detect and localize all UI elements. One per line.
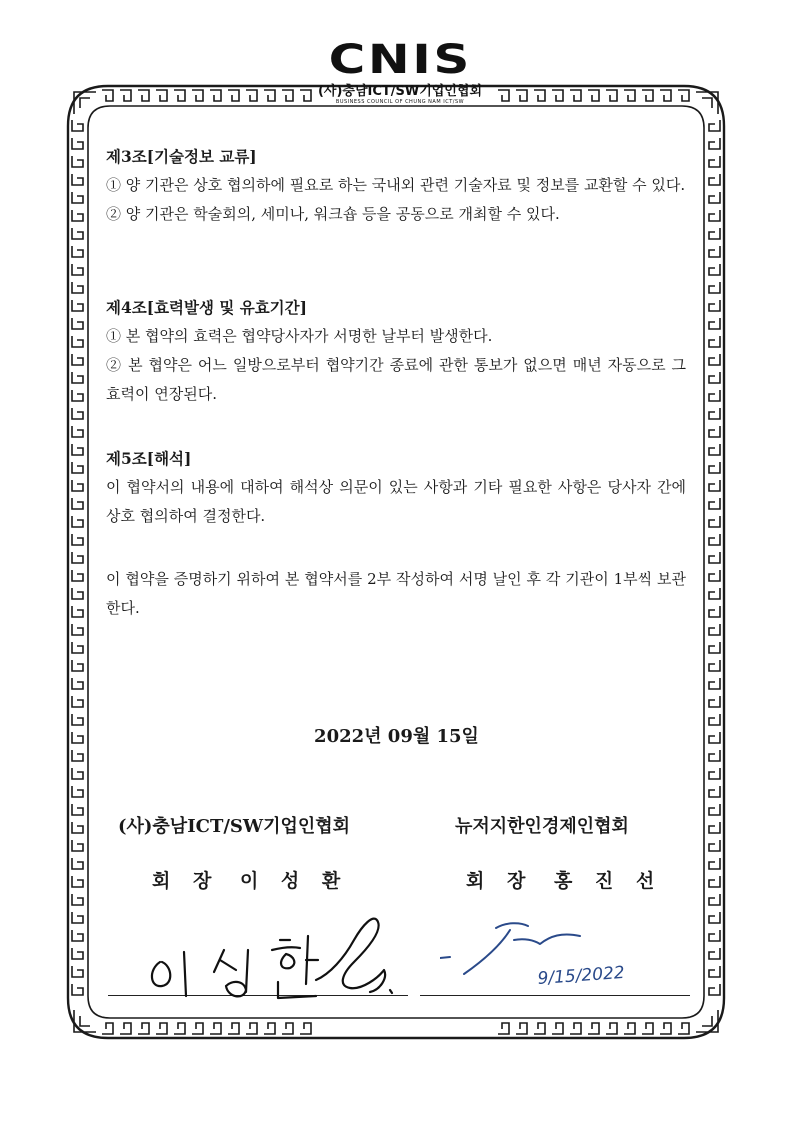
rep-name: 이 성 환 bbox=[239, 870, 349, 892]
article-5 bbox=[106, 444, 686, 531]
signature-line-right bbox=[420, 995, 690, 996]
article-paragraph: ① 양 기관은 상호 협의하에 필요로 하는 국내외 관련 기술자료 및 정보를 교환할 수 있다. bbox=[106, 176, 686, 194]
article-4 bbox=[106, 293, 686, 409]
party-org-right: 뉴저지한인경제인협회 bbox=[455, 816, 629, 837]
rep-title: 회 장 bbox=[466, 870, 534, 892]
article-heading: 제4조[효력발생 및 유효기간] bbox=[106, 298, 307, 317]
article-3 bbox=[106, 142, 686, 229]
logo-english: BUSINESS COUNCIL OF CHUNG NAM ICT/SW bbox=[335, 99, 465, 105]
rep-title: 회 장 bbox=[152, 870, 220, 892]
article-heading: 제5조[해석] bbox=[106, 449, 192, 468]
party-org-left: (사)충남ICT/SW기업인협회 bbox=[118, 816, 351, 837]
rep-name: 홍 진 선 bbox=[553, 870, 663, 892]
article-paragraph: ② 본 협약은 어느 일방으로부터 협약기간 종료에 관한 통보가 없으면 매년 자동으로 그 효력이 연장된다. bbox=[106, 356, 686, 403]
cnis-logo bbox=[300, 37, 500, 105]
party-rep-right bbox=[466, 866, 668, 893]
article-heading: 제3조[기술정보 교류] bbox=[106, 147, 257, 166]
article-paragraph: 이 협약서의 내용에 대하여 해석상 의문이 있는 사항과 기타 필요한 사항은 당사자 간에 상호 협의하여 결정한다. bbox=[106, 478, 686, 525]
logo-subtitle: (사)충남ICT/SW기업인협회 bbox=[317, 84, 483, 99]
closing-statement: 이 협약을 증명하기 위하여 본 협약서를 2부 작성하여 서명 날인 후 각 기관이 1부씩 보관한다. bbox=[106, 570, 686, 617]
article-paragraph: ② 양 기관은 학술회의, 세미나, 워크숍 등을 공동으로 개최할 수 있다. bbox=[106, 205, 560, 223]
article-paragraph: ① 본 협약의 효력은 협약당사자가 서명한 날부터 발생한다. bbox=[106, 327, 493, 345]
logo-brand: CNIS bbox=[328, 37, 472, 83]
handwritten-date: 9/15/2022 bbox=[536, 962, 626, 989]
party-rep-left bbox=[152, 866, 354, 893]
signature-right bbox=[440, 900, 690, 990]
agreement-date: 2022년 09월 15일 bbox=[314, 726, 479, 747]
signature-left bbox=[140, 900, 420, 1010]
